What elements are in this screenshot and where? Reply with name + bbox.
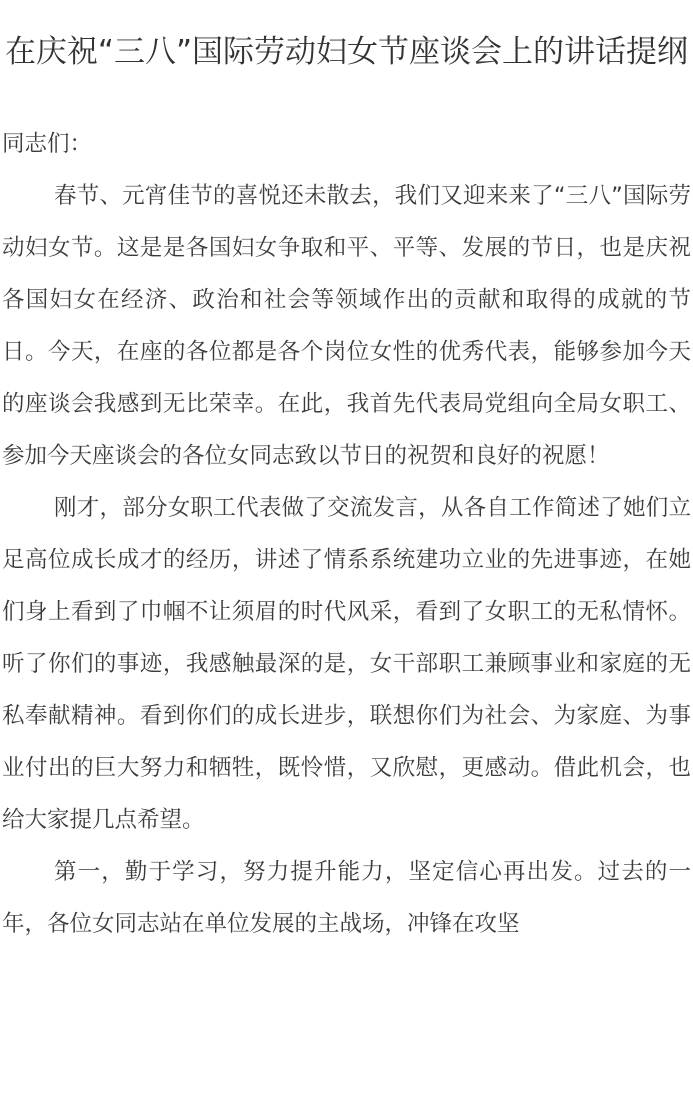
salutation: 同志们： [2,131,93,157]
paragraph-3: 第一，勤于学习，努力提升能力，坚定信心再出发。过去的一年，各位女同志站在单位发展的主战场，冲锋在攻坚 [2,859,691,937]
paragraph-1: 春节、元宵佳节的喜悦还未散去，我们又迎来来了“三八”国际劳动妇女节。这是是各国妇女争取和平、平等、发展的节日，也是庆祝各国妇女在经济、政治和社会等领域作出的贡献和取得的成就的节日。今天，在座的各位都是各个岗位女性的优秀代表，能够参加今天的座谈会我感到无比荣幸。在此，我首先代表局党组向全局女职工、参加今天座谈会的各位女同志致以节日的祝贺和良好的祝愿！ [2,183,691,469]
document-title: 在庆祝“三八”国际劳动妇女节座谈会上的讲话提纲 [4,34,689,70]
paragraph-2: 刚才，部分女职工代表做了交流发言，从各自工作简述了她们立足高位成长成才的经历，讲述了情系系统建功立业的先进事迹，在她们身上看到了巾帼不让须眉的时代风采，看到了女职工的无私情怀。听了你们的事迹，我感触最深的是，女干部职工兼顾事业和家庭的无私奉献精神。看到你们的成长进步，联想你们为社会、为家庭、为事业付出的巨大努力和牺牲，既怜惜，又欣慰，更感动。借此机会，也给大家提几点希望。 [2,495,691,833]
